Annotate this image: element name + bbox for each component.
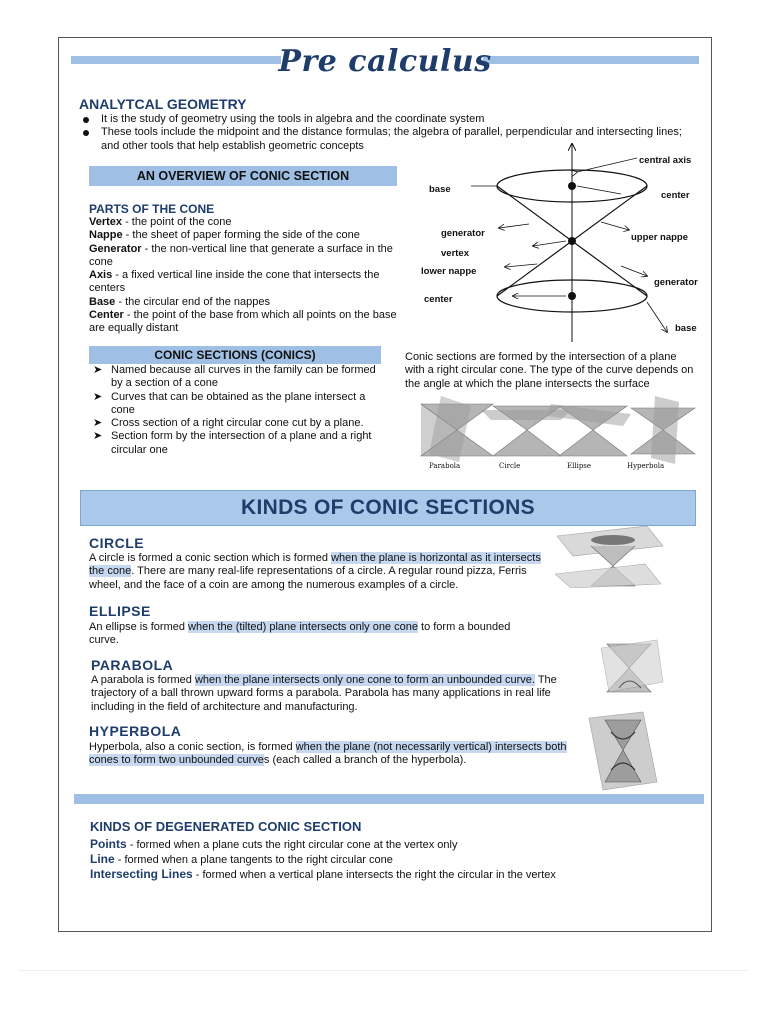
part-item: Nappe - the sheet of paper forming the side of the cone (89, 229, 360, 242)
label-upper-nappe: upper nappe (631, 232, 689, 243)
ellipse-heading: ELLIPSE (89, 603, 151, 619)
conic-sections-figures (411, 396, 701, 464)
parabola-highlight: when the plane intersects only one cone to form an unbounded curve. (194, 674, 535, 686)
analytical-bullet: It is the study of geometry using the tools in algebra and the coordinate system (79, 113, 699, 126)
hyperbola-figure (631, 396, 695, 464)
page-title: Pre calculus (278, 44, 492, 79)
arrow-upper-nappe (601, 222, 629, 230)
part-item: Center - the point of the base from which all points on the base are equally distant (89, 309, 397, 335)
arrow-bullet-icon: ➤ (93, 417, 103, 430)
arrow-generator-right (621, 266, 647, 276)
bullet-dot (83, 130, 89, 136)
label-central-axis: central axis (639, 155, 692, 166)
label-center-bottom: center (424, 294, 453, 305)
parabola-text: A parabola is formed when the plane intersects only one cone to form an unbounded curve. The trajectory of a ball thrown upward forms a parabola. Parabola has many applications in real life including in the field of architecture and manufacturing. (91, 674, 557, 713)
hyperbola-section-illustration (583, 710, 665, 792)
cone-parts-diagram (411, 142, 711, 352)
analytical-heading: ANALYTCAL GEOMETRY (79, 96, 247, 112)
top-center-point (568, 182, 576, 190)
conics-banner: CONIC SECTIONS (CONICS) (89, 346, 381, 364)
part-item: Generator - the non-vertical line that generate a surface in the cone (89, 242, 393, 268)
parts-list (89, 216, 401, 336)
parabola-section-illustration (597, 638, 667, 698)
footer-rule (18, 970, 748, 971)
conics-bullet: ➤ Section form by the intersection of a plane and a right circular one (93, 430, 372, 456)
part-item: Vertex - the point of the cone (89, 216, 232, 228)
label-center-top: center (661, 190, 690, 201)
degenerated-item: Intersecting Lines - formed when a vertical plane intersects the right the circular in the vertex (90, 867, 556, 881)
label-base-top: base (429, 184, 451, 195)
degenerated-heading: KINDS OF DEGENERATED CONIC SECTION (90, 819, 362, 834)
figure-label-parabola: Parabola (429, 462, 461, 470)
label-generator-left: generator (441, 228, 485, 239)
circle-heading: CIRCLE (89, 535, 145, 551)
bottom-center-point (568, 292, 576, 300)
label-generator-right: generator (654, 277, 698, 288)
part-item: Axis - a fixed vertical line inside the cone that intersects the centers (89, 269, 380, 295)
arrow-generator-left (499, 224, 529, 228)
analytical-bullet: These tools include the midpoint and the distance formulas; the algebra of parallel, perpendicular and intersecting lines; and other tools that help establish geometric concepts (79, 126, 699, 153)
vertex-point (568, 237, 576, 245)
conics-description: Conic sections are formed by the intersection of a plane with a right circular cone. The type of the curve depends on the angle at which the plane intersects the surface (405, 351, 694, 390)
hyperbola-text: Hyperbola, also a conic section, is formed when the plane (not necessarily vertical) intersects both cones to form two unbounded curves (each called a branch of the hyperbola). (89, 741, 567, 767)
arrow-bullet-icon: ➤ (93, 390, 103, 403)
part-item: Base - the circular end of the nappes (89, 295, 271, 308)
arrow-bullet-icon: ➤ (93, 364, 103, 376)
circle-text: A circle is formed a conic section which is formed when the plane is horizontal as it intersects the cone. There are many real-life representations of a circle. A regular round pizza, Ferris wheel, and the face of a coin are among the numerous examples of a circle. (89, 552, 541, 591)
hyperbola-heading: HYPERBOLA (89, 723, 182, 739)
label-lower-nappe: lower nappe (421, 266, 477, 277)
degenerated-item: Points - formed when a plane cuts the right circular cone at the vertex only (90, 837, 458, 851)
arrow-vertex (533, 241, 566, 246)
ellipse-text: An ellipse is formed when the (tilted) plane intersects only one cone to form a bounded curve. (89, 621, 511, 647)
circle-section-illustration (555, 526, 665, 588)
parabola-heading: PARABOLA (91, 657, 174, 673)
arrow-bullet-icon: ➤ (93, 430, 103, 443)
circle-highlight: when the plane is horizontal as it intersects the cone (89, 552, 541, 578)
degenerated-item: Line - formed when a plane tangents to the right circular cone (90, 852, 393, 866)
bullet-dot (83, 117, 89, 123)
conics-bullets (89, 364, 389, 457)
document-page (58, 37, 712, 932)
section-divider (74, 794, 704, 804)
arrow-base-bottom (647, 302, 667, 332)
label-base-bottom: base (675, 323, 697, 334)
figure-label-ellipse: Ellipse (567, 462, 592, 470)
label-vertex: vertex (441, 248, 469, 259)
overview-banner: AN OVERVIEW OF CONIC SECTION (89, 166, 397, 186)
figure-label-hyperbola: Hyperbola (627, 462, 665, 470)
parabola-figure (421, 396, 493, 462)
conics-bullet: ➤ Cross section of a right circular cone cut by a plane. (93, 417, 364, 430)
arrow-lower-nappe (505, 264, 537, 267)
figure-label-circle: Circle (499, 462, 521, 470)
kinds-banner: KINDS OF CONIC SECTIONS (80, 490, 696, 526)
conics-bullet: ➤ Named because all curves in the family can be formed by a section of a cone (93, 364, 376, 390)
hyperbola-highlight: when the plane (not necessarily vertical) intersects both cones to form two unbounded curve (89, 741, 567, 767)
conics-bullet: ➤ Curves that can be obtained as the plane intersect a cone (93, 390, 366, 416)
ellipse-figure (547, 404, 631, 456)
arrow-center-top (577, 186, 621, 194)
parts-heading: PARTS OF THE CONE (89, 202, 215, 216)
ellipse-highlight: when the (tilted) plane intersects only one cone (188, 621, 418, 633)
arrow-central-axis (577, 158, 637, 172)
